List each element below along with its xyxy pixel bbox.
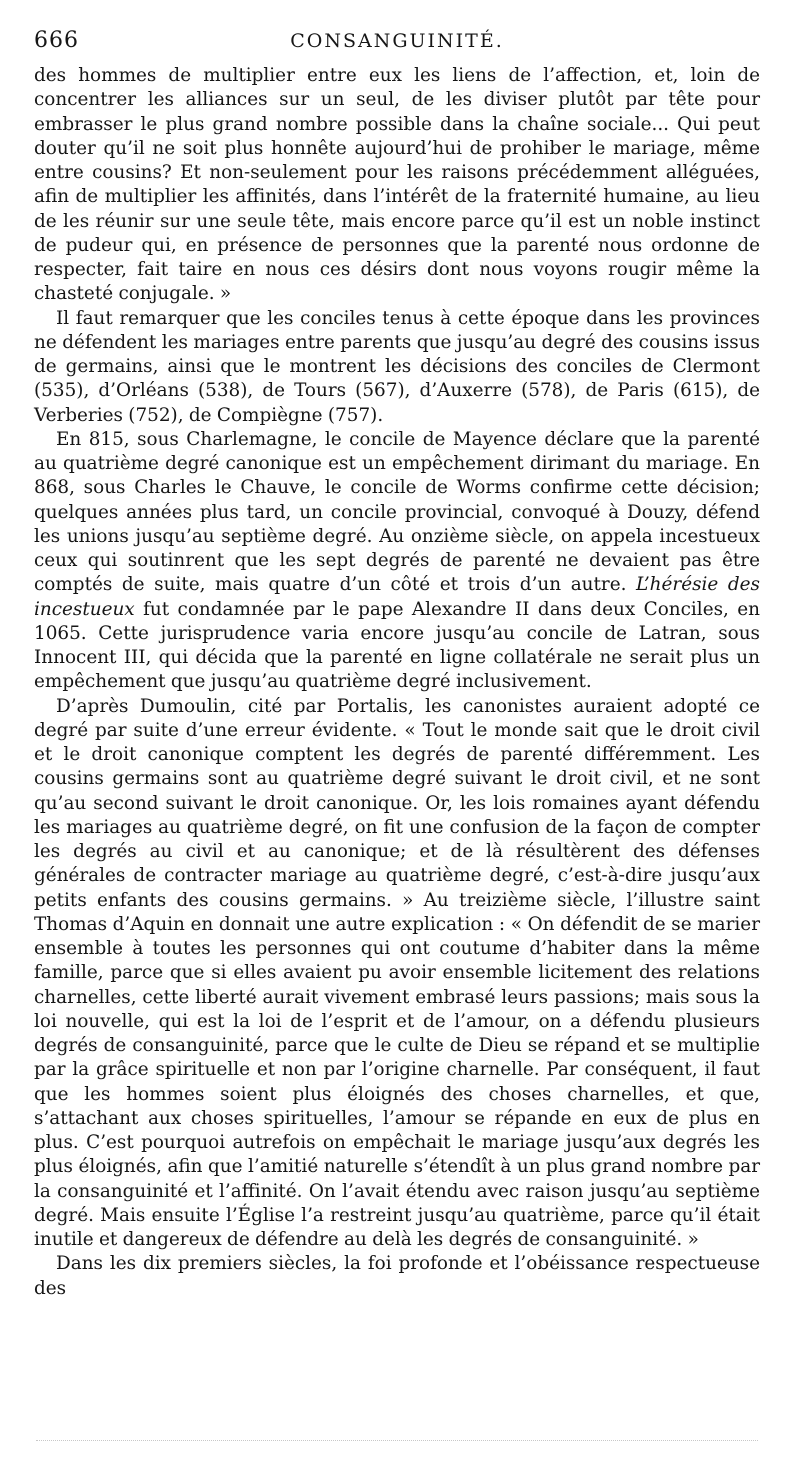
paragraph xyxy=(34,307,760,428)
page-number: 666 xyxy=(34,28,79,53)
paragraph xyxy=(34,428,760,695)
text-run: fut condamnée par le pape Alexandre II dans deux Conciles, en 1065. Cette jurisprudence varia encore jusqu’au concile de Latran, sous Innocent III, qui décida que la parenté en ligne collatérale ne serait plus un empêchement que jusqu’au quatrième degré inclusivement. xyxy=(34,598,760,693)
italic-phrase: L’hérésie des incestueux xyxy=(34,574,760,620)
text-run: Il faut remarquer que les conciles tenus à cette époque dans les provinces ne défendent les mariages entre parents que jusqu’au degré des cousins issus de germains, ainsi que le montrent les décisions des conciles de Clermont (535), d’Orléans (538), de Tours (567), d’Auxerre (578), de Paris (615), de Verberies (752), de Compiègne (757). xyxy=(34,307,760,426)
bottom-rule xyxy=(36,1440,758,1441)
paragraph xyxy=(34,64,760,307)
page-header xyxy=(34,28,760,60)
text-run: Dans les dix premiers siècles, la foi profonde et l’obéissance respectueuse des xyxy=(34,1253,760,1299)
text-run: En 815, sous Charlemagne, le concile de Mayence déclare que la parenté au quatrième degré canonique est un empêchement dirimant du mariage. En 868, sous Charles le Chauve, le concile de Worms confirme cette décision; quelques années plus tard, un concile provincial, convoqué à Douzy, défend les unions jusqu’au septième degré. Au onzième siècle, on appela incestueux ceux qui soutinrent que les sept degrés de parenté ne devaient pas être comptés de suite, mais quatre d’un côté et trois d’un autre. xyxy=(34,428,760,596)
running-title: CONSANGUINITÉ. xyxy=(290,30,504,52)
text-run: des hommes de multiplier entre eux les liens de l’affection, et, loin de concentrer les alliances sur un seul, de les diviser plutôt par tête pour embrasser le plus grand nombre possible dans la chaîne sociale... Qui peut douter qu’il ne soit plus honnête aujourd’hui de prohiber le mariage, même entre cousins? Et non-seulement pour les raisons précédemment alléguées, afin de multiplier les affinités, dans l’intérêt de la fraternité humaine, au lieu de les réunir sur une seule tête, mais encore parce qu’il est un noble instinct de pudeur qui, en présence de personnes que la parenté nous ordonne de respecter, fait taire en nous ces désirs dont nous voyons rougir même la chasteté conjugale. » xyxy=(34,65,760,305)
body-text xyxy=(34,64,760,1301)
paragraph xyxy=(34,695,760,1253)
text-run: D’après Dumoulin, cité par Portalis, les canonistes auraient adopté ce degré par suite d’une erreur évidente. « Tout le monde sait que le droit civil et le droit canonique comptent les degrés de parenté différemment. Les cousins germains sont au quatrième degré suivant le droit civil, et ne sont qu’au second suivant le droit canonique. Or, les lois romaines ayant défendu les mariages au quatrième degré, on fit une confusion de la façon de compter les degrés au civil et au canonique; et de là résultèrent des défenses générales de contracter mariage au quatrième degré, c’est-à-dire jusqu’aux petits enfants des cousins germains. » Au treizième siècle, l’illustre saint Thomas d’Aquin en donnait une autre explication : « On défendit de se marier ensemble à toutes les personnes qui ont coutume d’habiter dans la même famille, parce que si elles avaient pu avoir ensemble licitement des relations charnelles, cette liberté aurait vivement embrasé leurs passions; mais sous la loi nouvelle, qui est la loi de l’esprit et de l’amour, on a défendu plusieurs degrés de consanguinité, parce que le culte de Dieu se répand et se multiplie par la grâce spirituelle et non par l’origine charnelle. Par conséquent, il faut que les hommes soient plus éloignés des choses charnelles, et que, s’attachant aux choses spirituelles, l’amour se répande en eux de plus en plus. C’est pourquoi autrefois on empêchait le mariage jusqu’aux degrés les plus éloignés, afin que l’amitié naturelle s’étendît à un plus grand nombre par la consanguinité et l’affinité. On l’avait étendu avec raison jusqu’au septième degré. Mais ensuite l’Église l’a restreint jusqu’au quatrième, parce qu’il était inutile et dangereux de défendre au delà les degrés de consanguinité. » xyxy=(34,695,760,1250)
paragraph xyxy=(34,1252,760,1301)
